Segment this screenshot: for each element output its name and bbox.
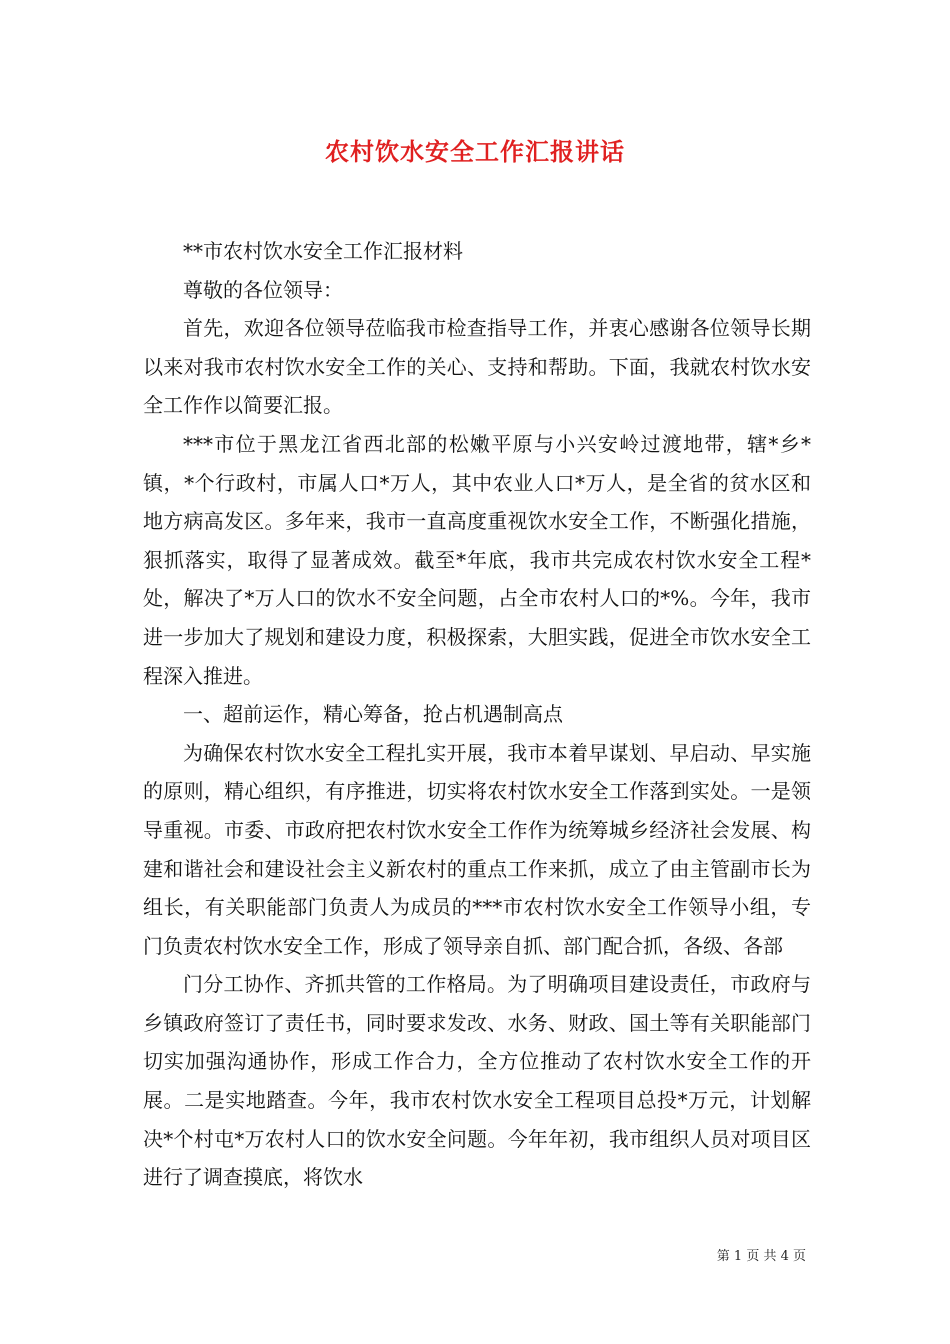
document-body	[143, 232, 811, 1197]
paragraph-intro: 首先，欢迎各位领导莅临我市检查指导工作，并衷心感谢各位领导长期以来对我市农村饮水安全工作的关心、支持和帮助。下面，我就农村饮水安全工作作以简要汇报。	[143, 316, 811, 418]
section-heading-1: 一、超前运作，精心筹备，抢占机遇制高点	[183, 702, 563, 727]
paragraph-subtitle: **市农村饮水安全工作汇报材料	[183, 239, 463, 263]
paragraph-salutation: 尊敬的各位领导：	[183, 277, 343, 302]
document-title: 农村饮水安全工作汇报讲话	[325, 137, 625, 166]
paragraph-overview: ***市位于黑龙江省西北部的松嫩平原与小兴安岭过渡地带，辖*乡*镇，*个行政村，市属人口*万人，其中农业人口*万人，是全省的贫水区和地方病高发区。多年来，我市一直高度重视饮水安全工作，不断强化措施，狠抓落实，取得了显著成效。截至*年底，我市共完成农村饮水安全工程*处，解决了*万人口的饮水不安全问题，占全市农村人口的*%。今年，我市进一步加大了规划和建设力度，积极探索，大胆实践，促进全市饮水安全工程深入推进。	[143, 431, 811, 688]
page-number: 第 1 页 共 4 页	[716, 1249, 806, 1264]
paragraph-section-1-b: 门分工协作、齐抓共管的工作格局。为了明确项目建设责任，市政府与乡镇政府签订了责任书，同时要求发改、水务、财政、国土等有关职能部门切实加强沟通协作，形成工作合力，全方位推动了农村饮水安全工作的开展。二是实地踏查。今年，我市农村饮水安全工程项目总投*万元，计划解决*个村屯*万农村人口的饮水安全问题。今年年初，我市组织人员对项目区进行了调查摸底，将饮水	[143, 972, 811, 1190]
paragraph-section-1-a: 为确保农村饮水安全工程扎实开展，我市本着早谋划、早启动、早实施的原则，精心组织，有序推进，切实将农村饮水安全工作落到实处。一是领导重视。市委、市政府把农村饮水安全工作作为统筹城乡经济社会发展、构建和谐社会和建设社会主义新农村的重点工作来抓，成立了由主管副市长为组长，有关职能部门负责人为成员的***市农村饮水安全工作领导小组，专门负责农村饮水安全工作，形成了领导亲自抓、部门配合抓，各级、各部	[143, 740, 811, 958]
